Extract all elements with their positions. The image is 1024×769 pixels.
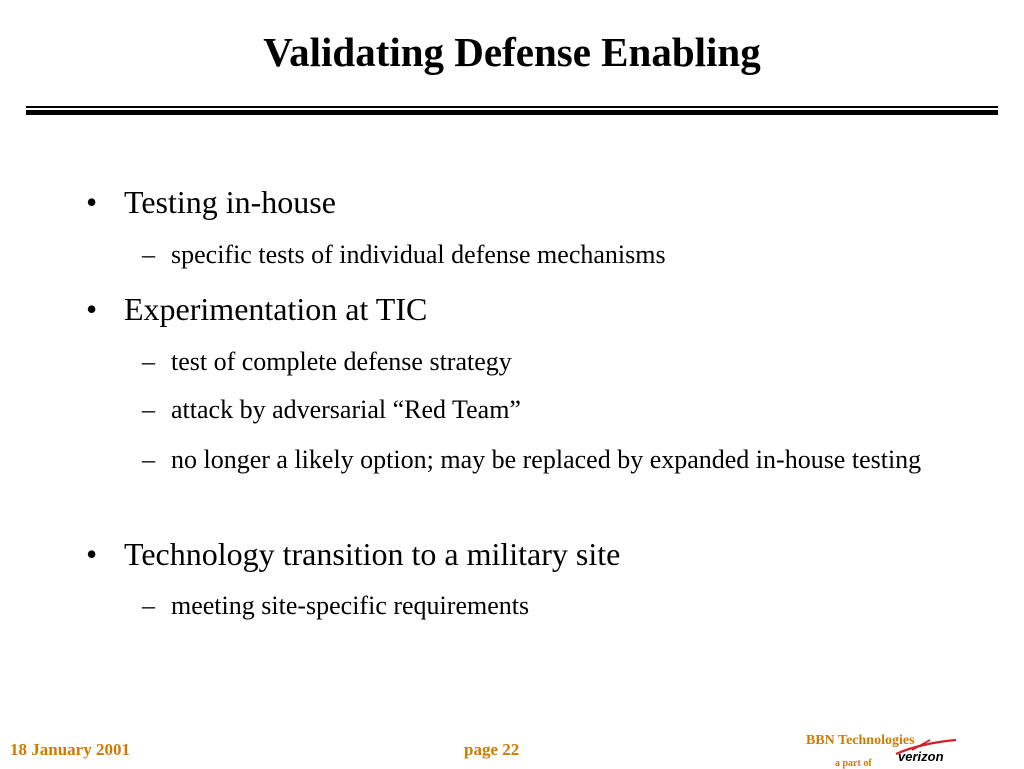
sub-bullet-text: meeting site-specific requirements xyxy=(171,591,530,620)
bullet-marker: • xyxy=(86,184,98,220)
dash-marker: – xyxy=(142,591,155,620)
slide-title: Validating Defense Enabling xyxy=(263,29,761,75)
sub-bullet-text: specific tests of individual defense mechanisms xyxy=(171,240,666,269)
bullet-text: Testing in-house xyxy=(124,184,336,220)
dash-marker: – xyxy=(142,347,155,376)
dash-marker: – xyxy=(142,240,155,269)
bullet-marker: • xyxy=(86,536,98,572)
bullet-text: Experimentation at TIC xyxy=(124,291,428,327)
footer-date: 18 January 2001 xyxy=(10,740,130,759)
sub-bullet-text: no longer a likely option; may be replaced by expanded in-house testing xyxy=(171,445,922,474)
part-of-label: a part of xyxy=(835,758,872,769)
verizon-logo: verizon xyxy=(898,749,944,764)
sub-bullet-text: attack by adversarial “Red Team” xyxy=(171,395,521,424)
dash-marker: – xyxy=(142,445,155,474)
footer-page-number: page 22 xyxy=(464,740,520,759)
sub-bullet-text: test of complete defense strategy xyxy=(171,347,512,376)
bullet-marker: • xyxy=(86,291,98,327)
bullet-text: Technology transition to a military site xyxy=(124,536,621,572)
dash-marker: – xyxy=(142,395,155,424)
company-name: BBN Technologies xyxy=(806,733,915,748)
